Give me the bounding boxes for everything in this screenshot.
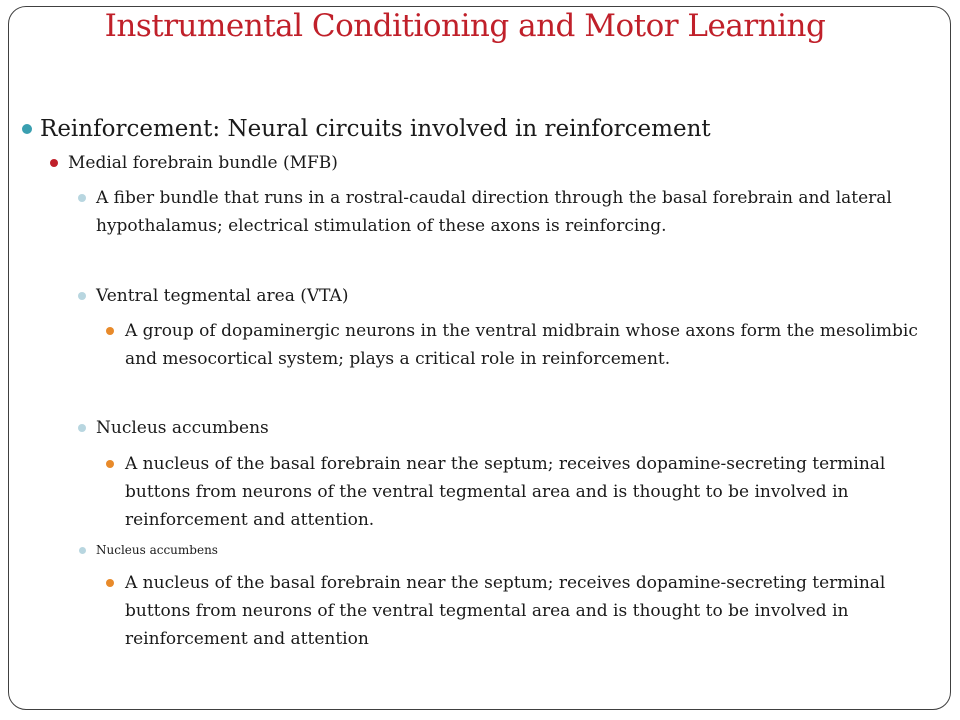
slide-title: Instrumental Conditioning and Motor Learning bbox=[104, 8, 826, 44]
bullet-reinforcement: Reinforcement: Neural circuits involved in reinforcement bbox=[40, 116, 711, 142]
bullet-na-heading-2: Nucleus accumbens bbox=[96, 543, 218, 557]
bullet-dot-icon bbox=[78, 292, 86, 300]
bullet-na-desc: A nucleus of the basal forebrain near the septum; receives dopamine-secreting terminal buttons from neurons of the ventral tegmental area and is thought to be involved in reinforcement and attention. bbox=[125, 454, 886, 530]
bullet-dot-icon bbox=[79, 547, 86, 554]
bullet-mfb-heading: Medial forebrain bundle (MFB) bbox=[68, 153, 338, 173]
bullet-dot-icon bbox=[106, 460, 114, 468]
bullet-dot-icon bbox=[78, 424, 86, 432]
bullet-dot-icon bbox=[78, 194, 86, 202]
bullet-mfb-desc: A fiber bundle that runs in a rostral-caudal direction through the basal forebrain and lateral hypothalamus; electrical stimulation of these axons is reinforcing. bbox=[96, 188, 892, 236]
bullet-dot-icon bbox=[50, 159, 58, 167]
bullet-vta-desc: A group of dopaminergic neurons in the ventral midbrain whose axons form the mesolimbic and mesocortical system; plays a critical role in reinforcement. bbox=[125, 321, 918, 369]
bullet-dot-icon bbox=[22, 124, 32, 134]
bullet-vta-heading: Ventral tegmental area (VTA) bbox=[96, 286, 349, 306]
bullet-dot-icon bbox=[106, 579, 114, 587]
bullet-na-desc-2: A nucleus of the basal forebrain near the septum; receives dopamine-secreting terminal buttons from neurons of the ventral tegmental area and is thought to be involved in reinforcement and attention bbox=[125, 573, 886, 649]
bullet-na-heading: Nucleus accumbens bbox=[96, 418, 269, 438]
bullet-dot-icon bbox=[106, 327, 114, 335]
